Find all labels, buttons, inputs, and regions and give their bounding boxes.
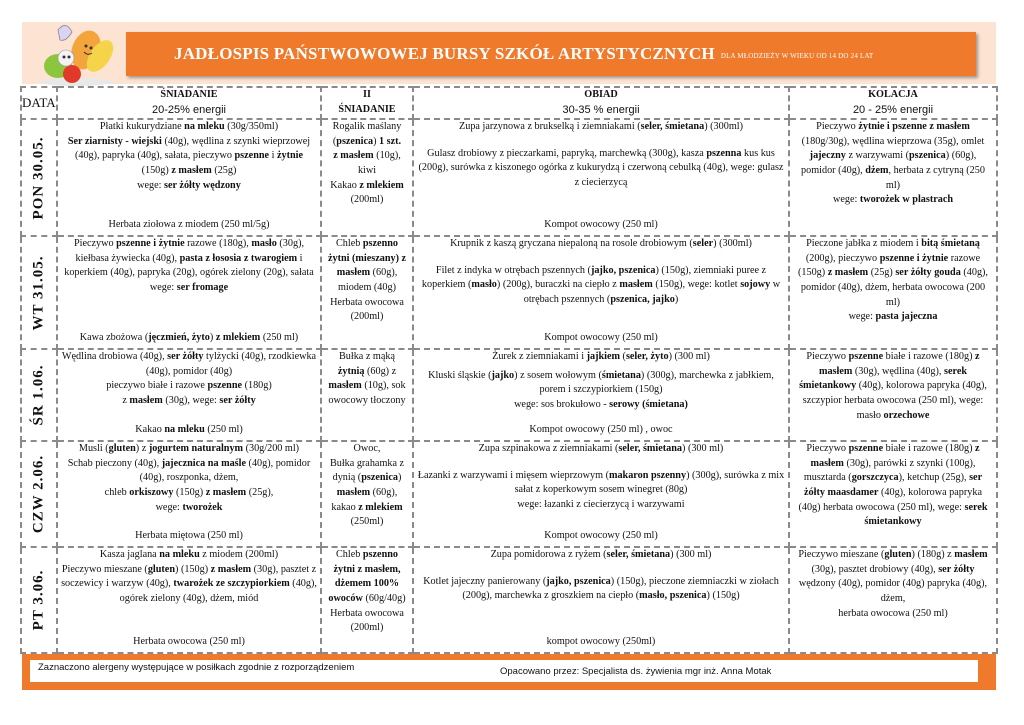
meal-drink: Kompot owocowy (250 ml) xyxy=(544,218,658,230)
header-obiad-name: OBIAD xyxy=(584,89,618,100)
meal-text: Owoc, Bułka grahamka z dynią (pszenica) masłem (60g), kakao z mlekiem (250ml) xyxy=(329,443,405,528)
header-obiad xyxy=(413,87,789,119)
page-subtitle: DLA MŁODZIEŻY W WIEKU OD 14 DO 24 LAT xyxy=(720,52,874,60)
header-ii-sniadanie xyxy=(321,87,413,119)
table-row xyxy=(21,119,997,236)
meal-drink: Kakao na mleku (250 ml) xyxy=(135,423,243,435)
meal-kolacja xyxy=(789,441,997,547)
meal-ii-sniadanie xyxy=(321,547,413,653)
header-ii-line2: ŚNIADANIE xyxy=(338,103,396,115)
meal-sniadanie xyxy=(57,441,321,547)
header-sniadanie xyxy=(57,87,321,119)
header-sniadanie-energy: 20-25% energii xyxy=(152,103,226,116)
meal-text: Rogalik maślany (pszenica) 1 szt. z masłem (10g), kiwi Kakao z mlekiem (200ml) xyxy=(330,121,404,206)
header-kolacja-energy: 20 - 25% energii xyxy=(852,103,934,116)
day-cell xyxy=(21,119,57,236)
day-label: ŚR 1.06. xyxy=(30,364,47,426)
meal-ii-sniadanie xyxy=(321,119,413,236)
footer-allergens: Zaznaczono alergeny występujące w posiłkach zgodnie z rozporządzeniem xyxy=(38,662,355,673)
meal-text: Zupa pomidorowa z ryżem (seler, śmietana) (300 ml) Kotlet jajeczny panierowany (jajko, pszenica) (150g), pieczone ziemniaczki w ziołach (200g), marchewka z groszkiem na ciepło (masło, pszenica) (150g) xyxy=(423,549,779,602)
meal-drink: Kompot owocowy (250 ml) xyxy=(544,331,658,343)
table-header-row xyxy=(21,87,997,119)
meal-drink: Herbata ziołowa z miodem (250 ml/5g) xyxy=(108,218,270,230)
day-cell xyxy=(21,236,57,349)
meal-drink: kompot owocowy (250ml) xyxy=(546,635,656,647)
day-cell xyxy=(21,349,57,441)
meal-text: Chleb pszenno żytni (mieszany) z masłem (60g), miodem (40g) Herbata owocowa (200ml) xyxy=(327,238,407,323)
title-bar xyxy=(126,32,976,76)
meal-obiad xyxy=(413,236,789,349)
meal-text: Zupa jarzynowa z brukselką i ziemniakami (seler, śmietana) (300ml) Gulasz drobiowy z pieczarkami, papryką, marchewką (300g), kasza pszenna kus kus (200g), surówka z kiszonego ogórka z kukurydzą i czerwoną cebulką (40g), wege: gulasz z ciecierzycą xyxy=(418,121,784,188)
meal-kolacja xyxy=(789,547,997,653)
header-data: DATA xyxy=(21,87,57,119)
day-label: PT 3.06. xyxy=(30,569,47,631)
meal-ii-sniadanie xyxy=(321,349,413,441)
meal-sniadanie xyxy=(57,119,321,236)
meal-text: Żurek z ziemniakami i jajkiem (seler, żyto) (300 ml) Kluski śląskie (jajko) z sosem wołowym (śmietana) (300g), marchewka z jabłkiem, porem i szczypiorkiem (150g) wege: sos brokułowo - serowy (śmietana) xyxy=(428,351,774,410)
meal-drink: Kompot owocowy (250 ml) , owoc xyxy=(529,423,673,435)
meal-text: Kasza jaglana na mleku z miodem (200ml) Pieczywo mieszane (gluten) (150g) z masłem (30g), pasztet z soczewicy i warzyw (40g), twarożek ze szczypiorkiem (40g), ogórek zielony (40g), dżem, miód xyxy=(61,549,317,604)
header-obiad-energy: 30-35 % energii xyxy=(562,103,640,116)
meal-ii-sniadanie xyxy=(321,441,413,547)
header-kolacja xyxy=(789,87,997,119)
meal-text: Musli (gluten) z jogurtem naturalnym (30g/200 ml) Schab pieczony (40g), jajecznica na maśle (40g), pomidor (40g), roszponka, dżem, chleb orkiszowy (150g) z masłem (25g), wege: tworożek xyxy=(67,443,311,513)
day-cell xyxy=(21,441,57,547)
meal-text: Krupnik z kaszą gryczana niepaloną na rosole drobiowym (seler) (300ml) Filet z indyka w otrębach pszennych (jajko, pszenica) (150g), ziemniaki puree z koperkiem (masło) (200g), buraczki na ciepło z masłem (150g), wege: kotlet sojowy w otrębach pszennych (pszenica, jajko) xyxy=(421,238,781,305)
meal-sniadanie xyxy=(57,349,321,441)
table-row xyxy=(21,236,997,349)
meal-text: Pieczywo pszenne białe i razowe (180g) z masłem (30g), wędlina (40g), serek śmietankowy (40g), kolorowa papryka (40g), szczypior herbata owocowa (250 ml), wege: masło orzechowe xyxy=(799,351,987,421)
day-cell xyxy=(21,547,57,653)
meal-obiad xyxy=(413,547,789,653)
meal-text: Pieczywo pszenne i żytnie razowe (180g), masło (30g), kiełbasa żywiecka (40g), pasta z łososia z twarogiem i koperkiem (40g), papryka (20g), ogórek zielony (20g), sałata wege: ser fromage xyxy=(64,238,314,293)
meal-obiad xyxy=(413,349,789,441)
meal-text: Zupa szpinakowa z ziemniakami (seler, śmietana) (300 ml) Łazanki z warzywami i mięsem wieprzowym (makaron pszenny) (300g), surówka z mix sałat z koperkowym sosem winegret (80g) wege: łazanki z ciecierzycą i warzywami xyxy=(417,443,785,510)
meal-sniadanie xyxy=(57,547,321,653)
meal-sniadanie xyxy=(57,236,321,349)
meal-kolacja xyxy=(789,236,997,349)
header-kolacja-name: KOLACJA xyxy=(868,89,918,100)
meal-kolacja xyxy=(789,119,997,236)
food-logo-icon xyxy=(36,20,116,88)
header-ii-line1: II xyxy=(363,89,371,100)
meal-text: Pieczywo żytnie i pszenne z masłem (180g/30g), wędlina wieprzowa (35g), omlet jajeczny z warzywami (pszenica) (60g), pomidor (40g), dżem, herbata z cytryną (250 ml) wege: tworożek w plastrach xyxy=(801,121,985,206)
meal-obiad xyxy=(413,441,789,547)
meal-text: Chleb pszenno żytni z masłem, dżemem 100% owoców (60g/40g) Herbata owocowa (200ml) xyxy=(328,549,406,634)
meal-ii-sniadanie xyxy=(321,236,413,349)
meal-text: Pieczywo pszenne białe i razowe (180g) z masłem (30g), parówki z szynki (100g), musztarda (gorszczyca), ketchup (25g), ser żółty maasdamer (40g), kolorowa papryka (40g) herbata owocowa (250 ml), wege: serek śmietankowy xyxy=(798,443,988,528)
table-row xyxy=(21,349,997,441)
meal-drink: Herbata miętowa (250 ml) xyxy=(135,529,243,541)
meal-text: Pieczone jabłka z miodem i bitą śmietaną (200g), pieczywo pszenne i żytnie razowe (150g) z masłem (25g) ser żółty gouda (40g), pomidor (40g), dżem, herbata owocowa (200 ml) wege: pasta jajeczna xyxy=(798,238,988,323)
meal-kolacja xyxy=(789,349,997,441)
table-row xyxy=(21,441,997,547)
meal-text: Pieczywo mieszane (gluten) (180g) z masłem (30g), pasztet drobiowy (40g), ser żółty wędzony (40g), pomidor (40g) papryka (40g), dżem, herbata owocowa (250 ml) xyxy=(798,549,988,619)
meal-drink: Kompot owocowy (250 ml) xyxy=(544,529,658,541)
meal-obiad xyxy=(413,119,789,236)
day-label: CZW 2.06. xyxy=(30,455,47,534)
header-sniadanie-name: ŚNIADANIE xyxy=(160,89,218,100)
meal-text: Bułka z mąką żytnią (60g) z masłem (10g), sok owocowy tłoczony xyxy=(328,351,406,406)
table-row xyxy=(21,547,997,653)
meal-drink: Kawa zbożowa (jęczmień, żyto) z mlekiem (250 ml) xyxy=(79,331,299,343)
meal-text: Wędlina drobiowa (40g), ser żółty tylżycki (40g), rzodkiewka (40g), pomidor (40g) pieczywo białe i razowe pszenne (180g) z masłem (30g), wege: ser żółty xyxy=(61,351,317,406)
day-label: WT 31.05. xyxy=(30,255,47,331)
day-label: PON 30.05. xyxy=(30,136,47,220)
menu-table xyxy=(20,86,998,654)
footer xyxy=(30,660,978,682)
meal-text: Płatki kukurydziane na mleku (30g/350ml) Ser ziarnisty - wiejski (40g), wędlina z szynki wieprzowej (40g), papryka (40g), sałata, pieczywo pszenne i żytnie (150g) z masłem (25g) wege: ser żółty wędzony xyxy=(67,121,311,191)
page-title: JADŁOSPIS PAŃSTWOWOWEJ BURSY SZKÓŁ ARTYSTYCZNYCH xyxy=(174,44,715,63)
footer-prepared-by: Opacowano przez: Specjalista ds. żywienia mgr inż. Anna Motak xyxy=(500,666,772,677)
meal-drink: Herbata owocowa (250 ml) xyxy=(133,635,245,647)
